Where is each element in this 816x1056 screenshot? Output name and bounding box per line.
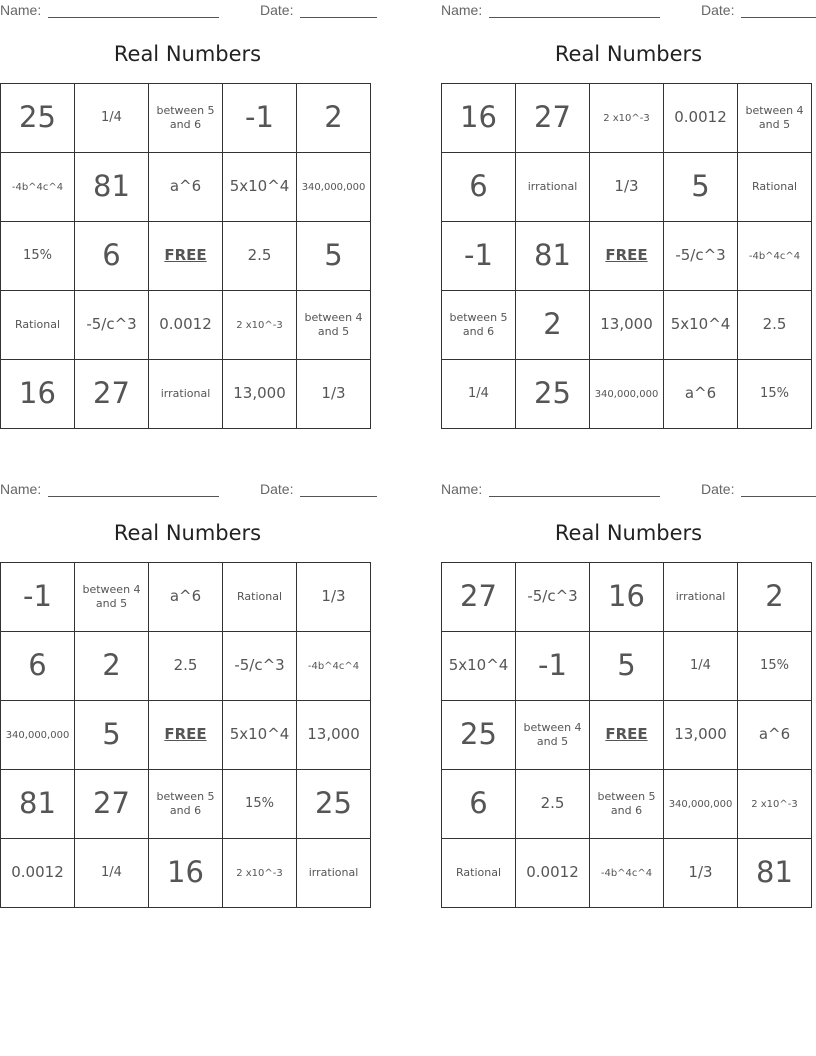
grid-cell[interactable]: -1 [223, 84, 297, 153]
grid-cell[interactable]: 16 [442, 84, 516, 153]
grid-cell[interactable]: 81 [738, 839, 812, 908]
card-header [0, 481, 375, 499]
free-space-cell[interactable]: FREE [149, 222, 223, 291]
grid-cell[interactable]: Rational [223, 563, 297, 632]
grid-cell[interactable]: 15% [738, 632, 812, 701]
grid-cell[interactable]: between 4 and 5 [75, 563, 149, 632]
bingo-card-2 [441, 0, 816, 440]
grid-row [1, 839, 371, 908]
grid-cell[interactable]: 5x10^4 [664, 291, 738, 360]
card-title: Real Numbers [554, 521, 703, 545]
date-label: Date: [701, 2, 739, 18]
grid-cell[interactable]: 5 [664, 153, 738, 222]
name-line [489, 482, 660, 497]
date-field[interactable] [701, 481, 816, 497]
free-space-cell[interactable]: FREE [590, 222, 664, 291]
date-field[interactable] [701, 2, 816, 18]
grid-cell[interactable]: 2 x10^-3 [590, 84, 664, 153]
bingo-card-3 [0, 479, 375, 919]
grid-cell[interactable]: -4b^4c^4 [1, 153, 75, 222]
grid-cell[interactable]: irrational [516, 153, 590, 222]
grid-cell[interactable]: between 4 and 5 [516, 701, 590, 770]
grid-cell[interactable]: 25 [516, 360, 590, 429]
date-label: Date: [260, 481, 298, 497]
grid-row [442, 84, 812, 153]
grid-cell[interactable]: 13,000 [223, 360, 297, 429]
grid-row [1, 222, 371, 291]
free-space-cell[interactable]: FREE [149, 701, 223, 770]
grid-cell[interactable]: 5 [75, 701, 149, 770]
grid-cell[interactable]: irrational [297, 839, 371, 908]
grid-cell[interactable]: 1/4 [664, 632, 738, 701]
grid-cell[interactable]: irrational [664, 563, 738, 632]
bingo-card-1 [0, 0, 375, 440]
grid-cell[interactable]: between 4 and 5 [297, 291, 371, 360]
grid-cell[interactable]: between 5 and 6 [149, 84, 223, 153]
grid-row [1, 632, 371, 701]
grid-cell[interactable]: between 5 and 6 [149, 770, 223, 839]
grid-row [442, 563, 812, 632]
grid-cell[interactable]: 13,000 [590, 291, 664, 360]
name-line [48, 3, 219, 18]
grid-cell[interactable]: 15% [1, 222, 75, 291]
grid-cell[interactable]: 25 [442, 701, 516, 770]
grid-cell[interactable]: -4b^4c^4 [738, 222, 812, 291]
grid-cell[interactable]: 25 [1, 84, 75, 153]
bingo-grid [441, 83, 812, 429]
grid-cell[interactable]: 5 [297, 222, 371, 291]
free-space-cell[interactable]: FREE [590, 701, 664, 770]
date-field[interactable] [260, 481, 377, 497]
grid-cell[interactable]: 2 [297, 84, 371, 153]
grid-cell[interactable]: 25 [297, 770, 371, 839]
date-line [300, 482, 377, 497]
grid-cell[interactable]: 81 [1, 770, 75, 839]
grid-row [1, 291, 371, 360]
grid-cell[interactable]: between 5 and 6 [442, 291, 516, 360]
grid-cell[interactable]: -5/c^3 [223, 632, 297, 701]
grid-cell[interactable]: 340,000,000 [1, 701, 75, 770]
grid-cell[interactable]: 0.0012 [1, 839, 75, 908]
grid-cell[interactable]: 2.5 [223, 222, 297, 291]
grid-cell[interactable]: 16 [149, 839, 223, 908]
grid-cell[interactable]: 27 [516, 84, 590, 153]
bingo-grid [0, 83, 371, 429]
grid-cell[interactable]: -1 [516, 632, 590, 701]
grid-row [442, 701, 812, 770]
grid-cell[interactable]: -4b^4c^4 [297, 632, 371, 701]
grid-cell[interactable]: 16 [590, 563, 664, 632]
name-label: Name: [441, 2, 487, 18]
grid-cell[interactable]: 1/3 [664, 839, 738, 908]
grid-cell[interactable]: 15% [223, 770, 297, 839]
grid-cell[interactable]: 2.5 [149, 632, 223, 701]
grid-cell[interactable]: 1/4 [75, 84, 149, 153]
grid-cell[interactable]: 2.5 [738, 291, 812, 360]
grid-row [442, 153, 812, 222]
grid-cell[interactable]: 5x10^4 [223, 153, 297, 222]
grid-cell[interactable]: -5/c^3 [664, 222, 738, 291]
grid-cell[interactable]: -1 [442, 222, 516, 291]
card-title: Real Numbers [554, 42, 703, 66]
grid-row [442, 360, 812, 429]
grid-cell[interactable]: -4b^4c^4 [590, 839, 664, 908]
grid-cell[interactable]: 2 x10^-3 [738, 770, 812, 839]
grid-row [442, 770, 812, 839]
grid-cell[interactable]: 0.0012 [516, 839, 590, 908]
grid-cell[interactable]: 13,000 [664, 701, 738, 770]
grid-row [1, 84, 371, 153]
grid-cell[interactable]: -5/c^3 [75, 291, 149, 360]
grid-row [442, 291, 812, 360]
date-line [741, 482, 816, 497]
grid-cell[interactable]: a^6 [664, 360, 738, 429]
grid-cell[interactable]: Rational [442, 839, 516, 908]
grid-row [1, 153, 371, 222]
grid-cell[interactable]: Rational [738, 153, 812, 222]
card-header [441, 481, 816, 499]
grid-cell[interactable]: 6 [442, 153, 516, 222]
grid-row [442, 222, 812, 291]
grid-cell[interactable]: -5/c^3 [516, 563, 590, 632]
grid-cell[interactable]: 1/3 [590, 153, 664, 222]
grid-cell[interactable]: a^6 [149, 153, 223, 222]
grid-cell[interactable]: -1 [1, 563, 75, 632]
name-line [489, 3, 660, 18]
grid-cell[interactable]: 81 [75, 153, 149, 222]
grid-row [1, 563, 371, 632]
date-line [300, 3, 377, 18]
grid-cell[interactable]: 340,000,000 [590, 360, 664, 429]
grid-cell[interactable]: 16 [1, 360, 75, 429]
grid-row [1, 770, 371, 839]
grid-cell[interactable]: 6 [75, 222, 149, 291]
grid-cell[interactable]: 5 [590, 632, 664, 701]
grid-cell[interactable]: 15% [738, 360, 812, 429]
grid-cell[interactable]: irrational [149, 360, 223, 429]
card-header [441, 2, 816, 20]
bingo-card-4 [441, 479, 816, 919]
grid-cell[interactable]: between 5 and 6 [590, 770, 664, 839]
grid-cell[interactable]: 2 [516, 291, 590, 360]
name-field[interactable] [441, 481, 660, 497]
grid-cell[interactable]: 5x10^4 [442, 632, 516, 701]
grid-cell[interactable]: 27 [442, 563, 516, 632]
grid-row [1, 360, 371, 429]
grid-cell[interactable]: 2.5 [516, 770, 590, 839]
grid-cell[interactable]: 27 [75, 770, 149, 839]
grid-cell[interactable]: 81 [516, 222, 590, 291]
grid-cell[interactable]: 0.0012 [664, 84, 738, 153]
name-label: Name: [0, 2, 46, 18]
grid-cell[interactable]: 5x10^4 [223, 701, 297, 770]
name-label: Name: [441, 481, 487, 497]
grid-cell[interactable]: 2 [738, 563, 812, 632]
grid-row [442, 632, 812, 701]
name-field[interactable] [0, 2, 219, 18]
name-label: Name: [0, 481, 46, 497]
grid-row [442, 839, 812, 908]
grid-cell[interactable]: 2 x10^-3 [223, 839, 297, 908]
grid-cell[interactable]: 6 [1, 632, 75, 701]
card-title: Real Numbers [113, 521, 262, 545]
date-field[interactable] [260, 2, 377, 18]
bingo-grid [0, 562, 371, 908]
grid-cell[interactable]: 1/4 [442, 360, 516, 429]
date-label: Date: [260, 2, 298, 18]
date-line [741, 3, 816, 18]
grid-cell[interactable]: 27 [75, 360, 149, 429]
grid-cell[interactable]: 13,000 [297, 701, 371, 770]
grid-cell[interactable]: Rational [1, 291, 75, 360]
name-field[interactable] [0, 481, 219, 497]
grid-cell[interactable]: between 4 and 5 [738, 84, 812, 153]
grid-cell[interactable]: 1/4 [75, 839, 149, 908]
grid-cell[interactable]: 340,000,000 [664, 770, 738, 839]
name-line [48, 482, 219, 497]
grid-cell[interactable]: 340,000,000 [297, 153, 371, 222]
grid-cell[interactable]: a^6 [738, 701, 812, 770]
grid-cell[interactable]: a^6 [149, 563, 223, 632]
grid-cell[interactable]: 2 x10^-3 [223, 291, 297, 360]
name-field[interactable] [441, 2, 660, 18]
grid-cell[interactable]: 0.0012 [149, 291, 223, 360]
grid-cell[interactable]: 1/3 [297, 563, 371, 632]
grid-cell[interactable]: 6 [442, 770, 516, 839]
bingo-grid [441, 562, 812, 908]
grid-cell[interactable]: 2 [75, 632, 149, 701]
grid-row [1, 701, 371, 770]
card-title: Real Numbers [113, 42, 262, 66]
grid-cell[interactable]: 1/3 [297, 360, 371, 429]
card-header [0, 2, 375, 20]
date-label: Date: [701, 481, 739, 497]
